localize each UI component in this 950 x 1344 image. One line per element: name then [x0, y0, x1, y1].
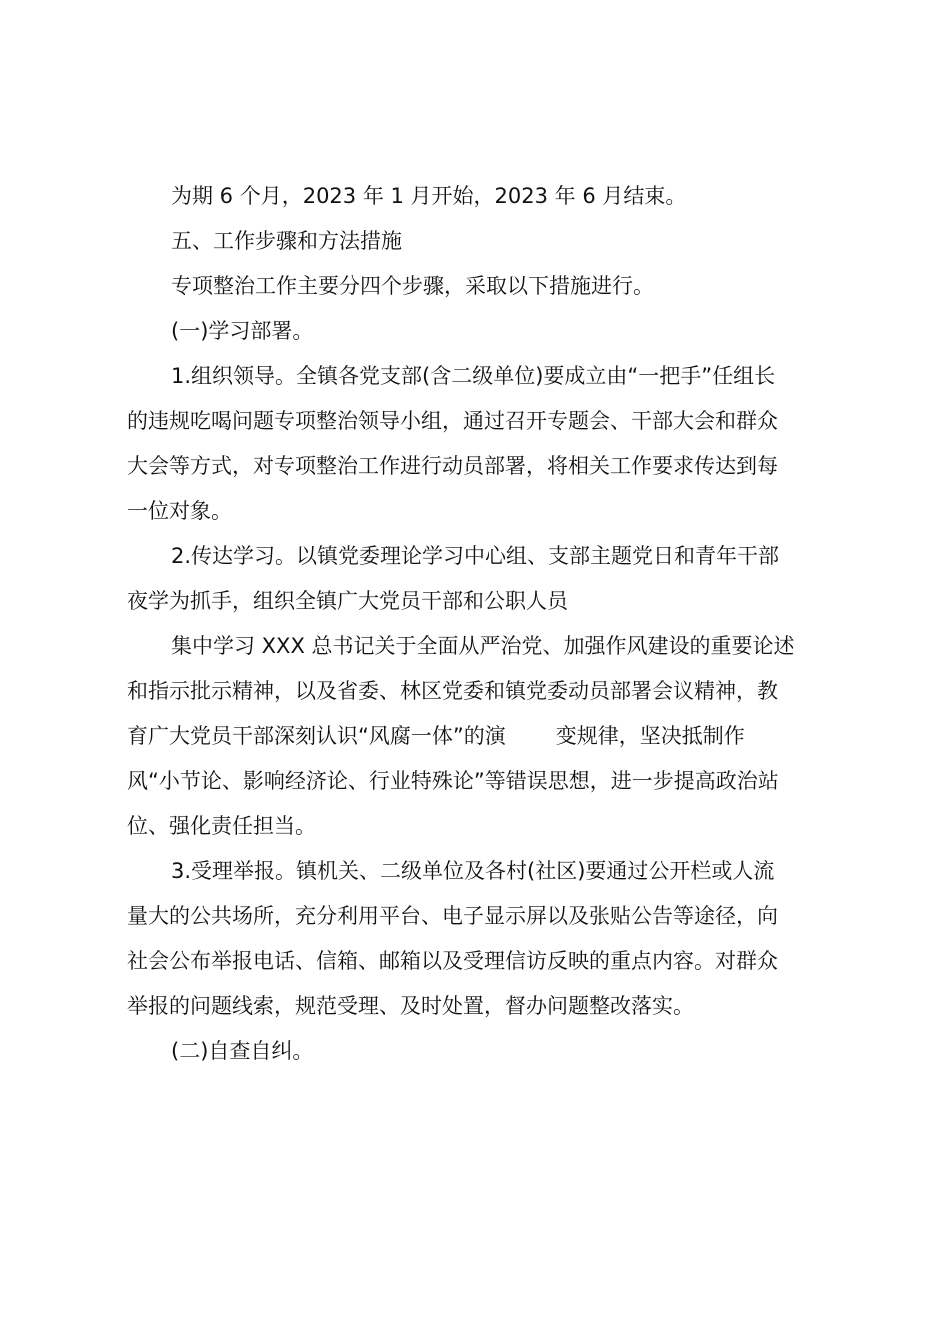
paragraph-centralized-study [127, 624, 832, 849]
text-line: 举报的问题线索，规范受理、及时处置，督办问题整改落实。 [127, 994, 694, 1018]
text-line: 夜学为抓手，组织全镇广大党员干部和公职人员 [127, 589, 568, 613]
text-line: 1.组织领导。全镇各党支部(含二级单位)要成立由“一把手”任组长 [171, 364, 776, 388]
paragraph-organize-lead [127, 354, 832, 534]
text-line: 为期 6 个月，2023 年 1 月开始，2023 年 6 月结束。 [171, 184, 687, 208]
text-line: 3.受理举报。镇机关、二级单位及各村(社区)要通过公开栏或人流 [171, 859, 775, 883]
text-line: (一)学习部署。 [171, 319, 314, 343]
text-line: 风“小节论、影响经济论、行业特殊论”等错误思想，进一步提高政治站 [127, 769, 779, 793]
paragraph-duration [127, 174, 832, 219]
text-segment: 变规律，坚决抵制作 [555, 724, 745, 748]
text-line: 量大的公共场所，充分利用平台、电子显示屏以及张贴公告等途径，向 [127, 904, 778, 928]
text-line: 2.传达学习。以镇党委理论学习中心组、支部主题党日和青年干部 [171, 544, 780, 568]
text-line: 集中学习 XXX 总书记关于全面从严治党、加强作风建设的重要论述 [171, 634, 795, 658]
text-line: 社会公布举报电话、信箱、邮箱以及受理信访反映的重点内容。对群众 [127, 949, 778, 973]
document-body [127, 174, 832, 1074]
text-line: 和指示批示精神，以及省委、林区党委和镇党委动员部署会议精神，教 [127, 679, 778, 703]
text-line: 的违规吃喝问题专项整治领导小组，通过召开专题会、干部大会和群众 [127, 409, 778, 433]
text-line: 大会等方式，对专项整治工作进行动员部署，将相关工作要求传达到每 [127, 454, 778, 478]
subheading-study-deploy [127, 309, 832, 354]
text-line [127, 714, 832, 759]
text-line: (二)自查自纠。 [171, 1039, 314, 1063]
subheading-self-check [127, 1029, 832, 1074]
text-line: 一位对象。 [127, 499, 232, 523]
text-line: 专项整治工作主要分四个步骤，采取以下措施进行。 [171, 274, 654, 298]
paragraph-accept-reports [127, 849, 832, 1029]
text-segment: 育广大党员干部深刻认识“风腐一体”的演 [127, 724, 506, 748]
text-line: 五、工作步骤和方法措施 [171, 229, 402, 253]
section-heading-steps [127, 219, 832, 264]
paragraph-steps-intro [127, 264, 832, 309]
text-line: 位、强化责任担当。 [127, 814, 316, 838]
paragraph-convey-study [127, 534, 832, 624]
